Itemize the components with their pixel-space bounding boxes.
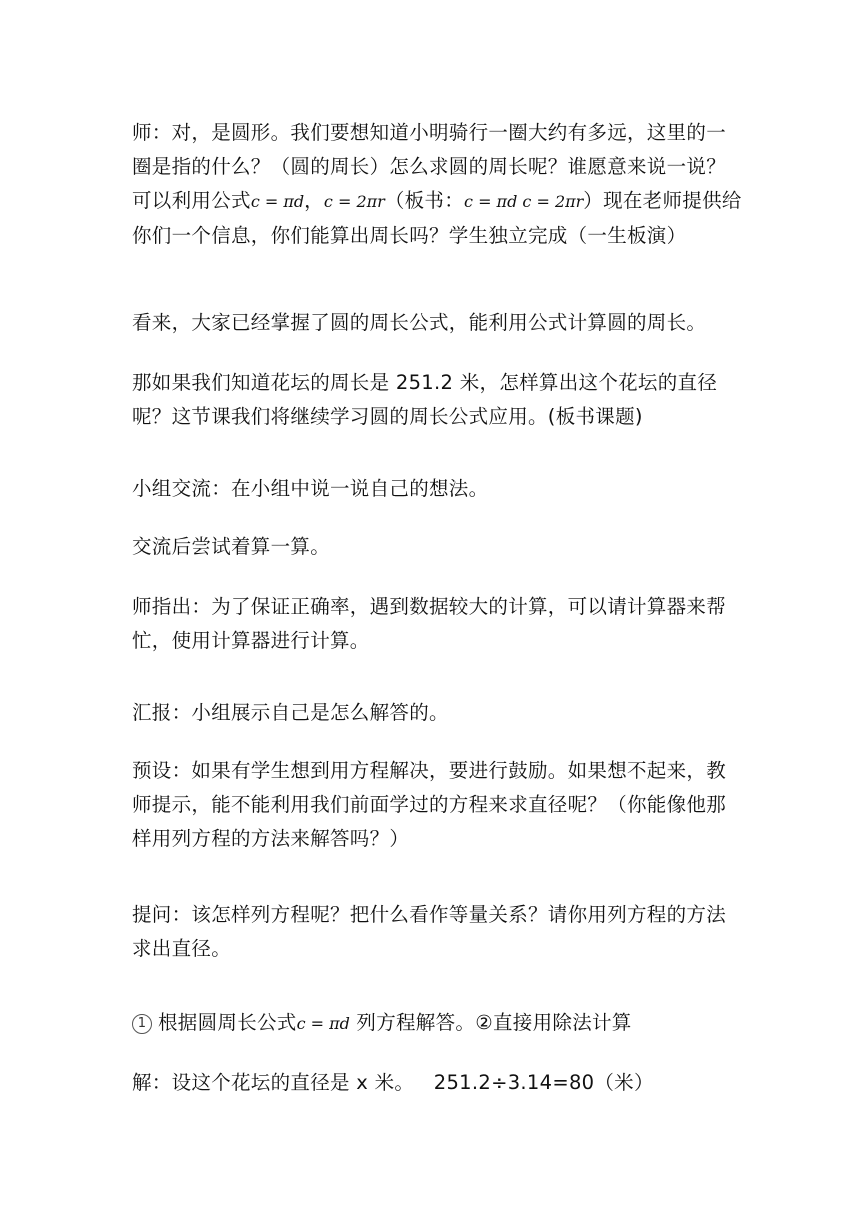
text-line: 汇报：小组展示自己是怎么解答的。 — [132, 701, 449, 724]
text-line: 交流后尝试着算一算。 — [132, 535, 331, 558]
text-fragment: ）现在老师提供给 — [583, 189, 742, 212]
text-fragment: 根据圆周长公式 — [158, 1011, 297, 1034]
text-fragment: ， — [304, 189, 324, 212]
text-line: 你们一个信息，你们能算出周长吗？学生独立完成（一生板演） — [132, 224, 687, 247]
text-line: 呢？这节课我们将继续学习圆的周长公式应用。(板书课题) — [132, 405, 643, 428]
solution-setup: 解：设这个花坛的直径是 x 米。 — [132, 1071, 415, 1094]
text-line: 师指出：为了保证正确率，遇到数据较大的计算，可以请计算器来帮 — [132, 595, 727, 618]
text-line: 小组交流：在小组中说一说自己的想法。 — [132, 477, 489, 500]
text-fragment: （板书： — [384, 189, 465, 212]
text-line — [132, 184, 742, 219]
text-line: 预设：如果有学生想到用方程解决，要进行鼓励。如果想不起来，教 — [132, 759, 727, 782]
paragraph-question-equation — [132, 898, 742, 966]
text-line: 师提示，能不能利用我们前面学过的方程来求直径呢？（你能像他那 — [132, 793, 727, 816]
text-fragment: 可以利用公式 — [132, 189, 251, 212]
text-line: 提问：该怎样列方程呢？把什么看作等量关系？请你用列方程的方法 — [132, 903, 727, 926]
solution-division: 251.2÷3.14=80（米） — [433, 1071, 654, 1094]
paragraph-preset — [132, 754, 742, 856]
paragraph-flowerbed-question — [132, 366, 742, 434]
formula-c-pi-d: c = πd — [250, 192, 305, 211]
paragraph-group-discussion — [132, 472, 742, 506]
formula-board: c = πd c = 2πr — [464, 192, 584, 211]
text-line: 那如果我们知道花坛的周长是 251.2 米，怎样算出这个花坛的直径 — [132, 371, 718, 394]
paragraph-summary — [132, 306, 742, 340]
formula-c-2pi-r: c = 2πr — [323, 192, 385, 211]
paragraph-report — [132, 696, 742, 730]
paragraph-try-calculation — [132, 530, 742, 564]
circled-number: 1 — [132, 1014, 152, 1034]
text-line — [132, 1066, 742, 1100]
formula-c-pi-d: c = πd — [296, 1014, 350, 1033]
paragraph-teacher-circle — [132, 116, 742, 253]
paragraph-solution — [132, 1066, 742, 1100]
text-line: 样用列方程的方法来解答吗？） — [132, 827, 410, 850]
text-line: 求出直径。 — [132, 937, 232, 960]
paragraph-calculator-tip — [132, 590, 742, 658]
text-fragment: 列方程解答。②直接用除法计算 — [356, 1011, 632, 1034]
text-line: 看来，大家已经掌握了圆的周长公式，能利用公式计算圆的周长。 — [132, 311, 707, 334]
paragraph-methods — [132, 1006, 742, 1041]
text-line: 圈是指的什么？（圆的周长）怎么求圆的周长呢？谁愿意来说一说？ — [132, 155, 727, 178]
text-line: 忙，使用计算器进行计算。 — [132, 629, 370, 652]
text-line: 师：对，是圆形。我们要想知道小明骑行一圈大约有多远，这里的一 — [132, 121, 727, 144]
text-line — [132, 1006, 742, 1041]
